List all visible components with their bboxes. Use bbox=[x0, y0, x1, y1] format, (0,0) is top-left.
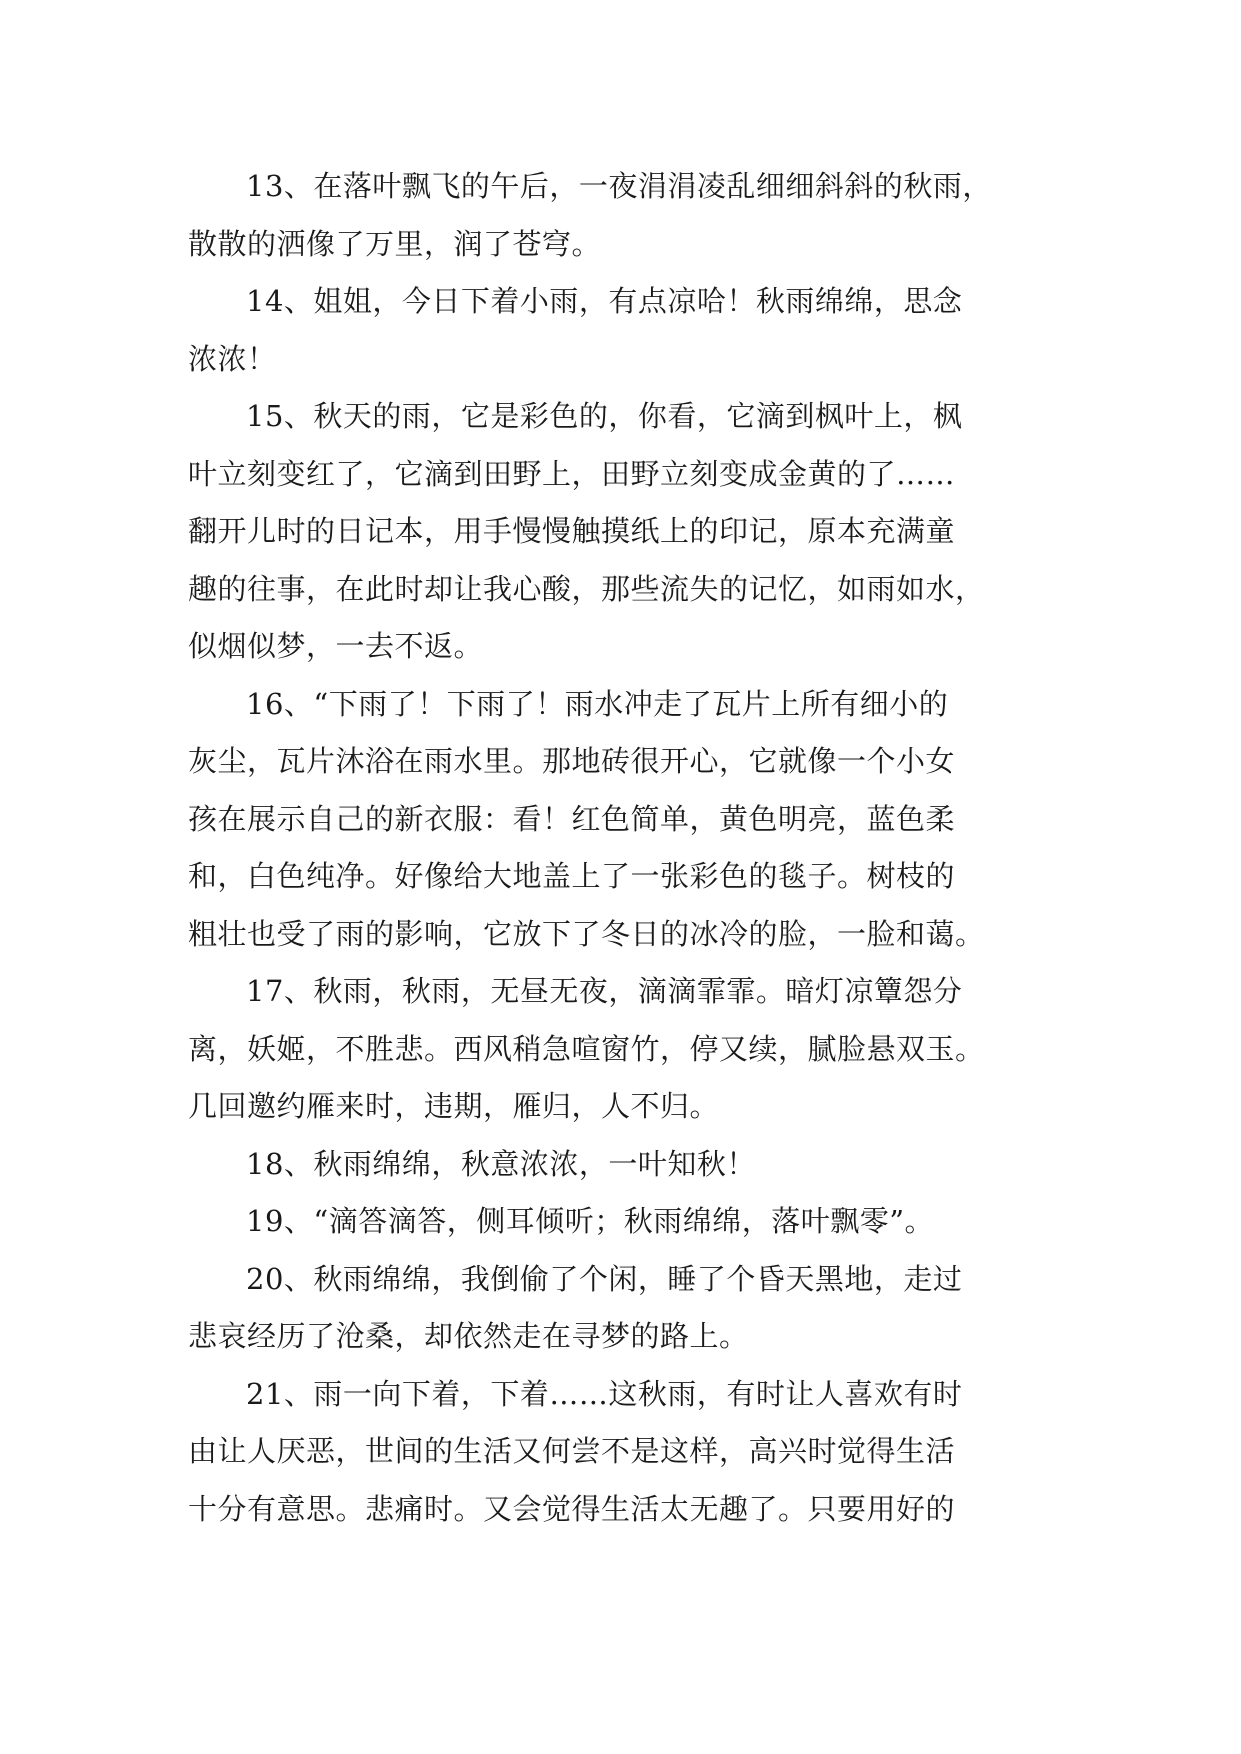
paragraph-18 bbox=[188, 1136, 1058, 1194]
text-line: 几回邀约雁来时，违期，雁归，人不归。 bbox=[188, 1089, 720, 1123]
text-line: 翻开儿时的日记本，用手慢慢触摸纸上的印记，原本充满童 bbox=[188, 514, 956, 548]
paragraph-15 bbox=[188, 388, 1058, 676]
text-line: 浓浓！ bbox=[188, 341, 277, 376]
text-line: 13、在落叶飘飞的午后，一夜涓涓凌乱细细斜斜的秋雨， bbox=[246, 169, 992, 203]
text-line: 19、“滴答滴答，侧耳倾听；秋雨绵绵，落叶飘零”。 bbox=[246, 1204, 935, 1238]
text-line: 16、“下雨了！下雨了！雨水冲走了瓦片上所有细小的 bbox=[246, 686, 949, 721]
text-line: 离，妖姬，不胜悲。西风稍急喧窗竹，停又续，腻脸悬双玉。 bbox=[188, 1031, 985, 1066]
text-line: 由让人厌恶，世间的生活又何尝不是这样，高兴时觉得生活 bbox=[188, 1434, 956, 1468]
paragraph-13 bbox=[188, 158, 1058, 273]
text-line: 20、秋雨绵绵，我倒偷了个闲，睡了个昏天黑地，走过 bbox=[246, 1261, 963, 1296]
paragraph-14 bbox=[188, 273, 1058, 388]
text-line: 似烟似梦，一去不返。 bbox=[188, 629, 484, 663]
text-line: 十分有意思。悲痛时。又会觉得生活太无趣了。只要用好的 bbox=[188, 1491, 956, 1526]
text-line: 和，白色纯净。好像给大地盖上了一张彩色的毯子。树枝的 bbox=[188, 859, 956, 893]
text-line: 趣的往事，在此时却让我心酸，那些流失的记忆，如雨如水， bbox=[188, 571, 985, 606]
paragraph-21 bbox=[188, 1366, 1058, 1539]
text-line: 14、姐姐，今日下着小雨，有点凉哈！秋雨绵绵，思念 bbox=[246, 284, 963, 318]
document-body bbox=[188, 158, 1058, 1538]
text-line: 散散的洒像了万里，润了苍穹。 bbox=[188, 226, 602, 261]
paragraph-16 bbox=[188, 676, 1058, 964]
paragraph-19 bbox=[188, 1193, 1058, 1251]
text-line: 孩在展示自己的新衣服：看！红色简单，黄色明亮，蓝色柔 bbox=[188, 801, 956, 836]
text-line: 悲哀经历了沧桑，却依然走在寻梦的路上。 bbox=[188, 1319, 749, 1353]
text-line: 18、秋雨绵绵，秋意浓浓，一叶知秋！ bbox=[246, 1146, 756, 1181]
paragraph-20 bbox=[188, 1251, 1058, 1366]
text-line: 粗壮也受了雨的影响，它放下了冬日的冰冷的脸，一脸和蔼。 bbox=[188, 916, 985, 951]
text-line: 17、秋雨，秋雨，无昼无夜，滴滴霏霏。暗灯凉簟怨分 bbox=[246, 974, 963, 1008]
text-line: 灰尘，瓦片沐浴在雨水里。那地砖很开心，它就像一个小女 bbox=[188, 744, 956, 778]
paragraph-17 bbox=[188, 963, 1058, 1136]
text-line: 21、雨一向下着，下着……这秋雨，有时让人喜欢有时 bbox=[246, 1376, 963, 1411]
text-line: 叶立刻变红了，它滴到田野上，田野立刻变成金黄的了…… bbox=[188, 456, 956, 491]
text-line: 15、秋天的雨，它是彩色的，你看，它滴到枫叶上，枫 bbox=[246, 399, 963, 433]
